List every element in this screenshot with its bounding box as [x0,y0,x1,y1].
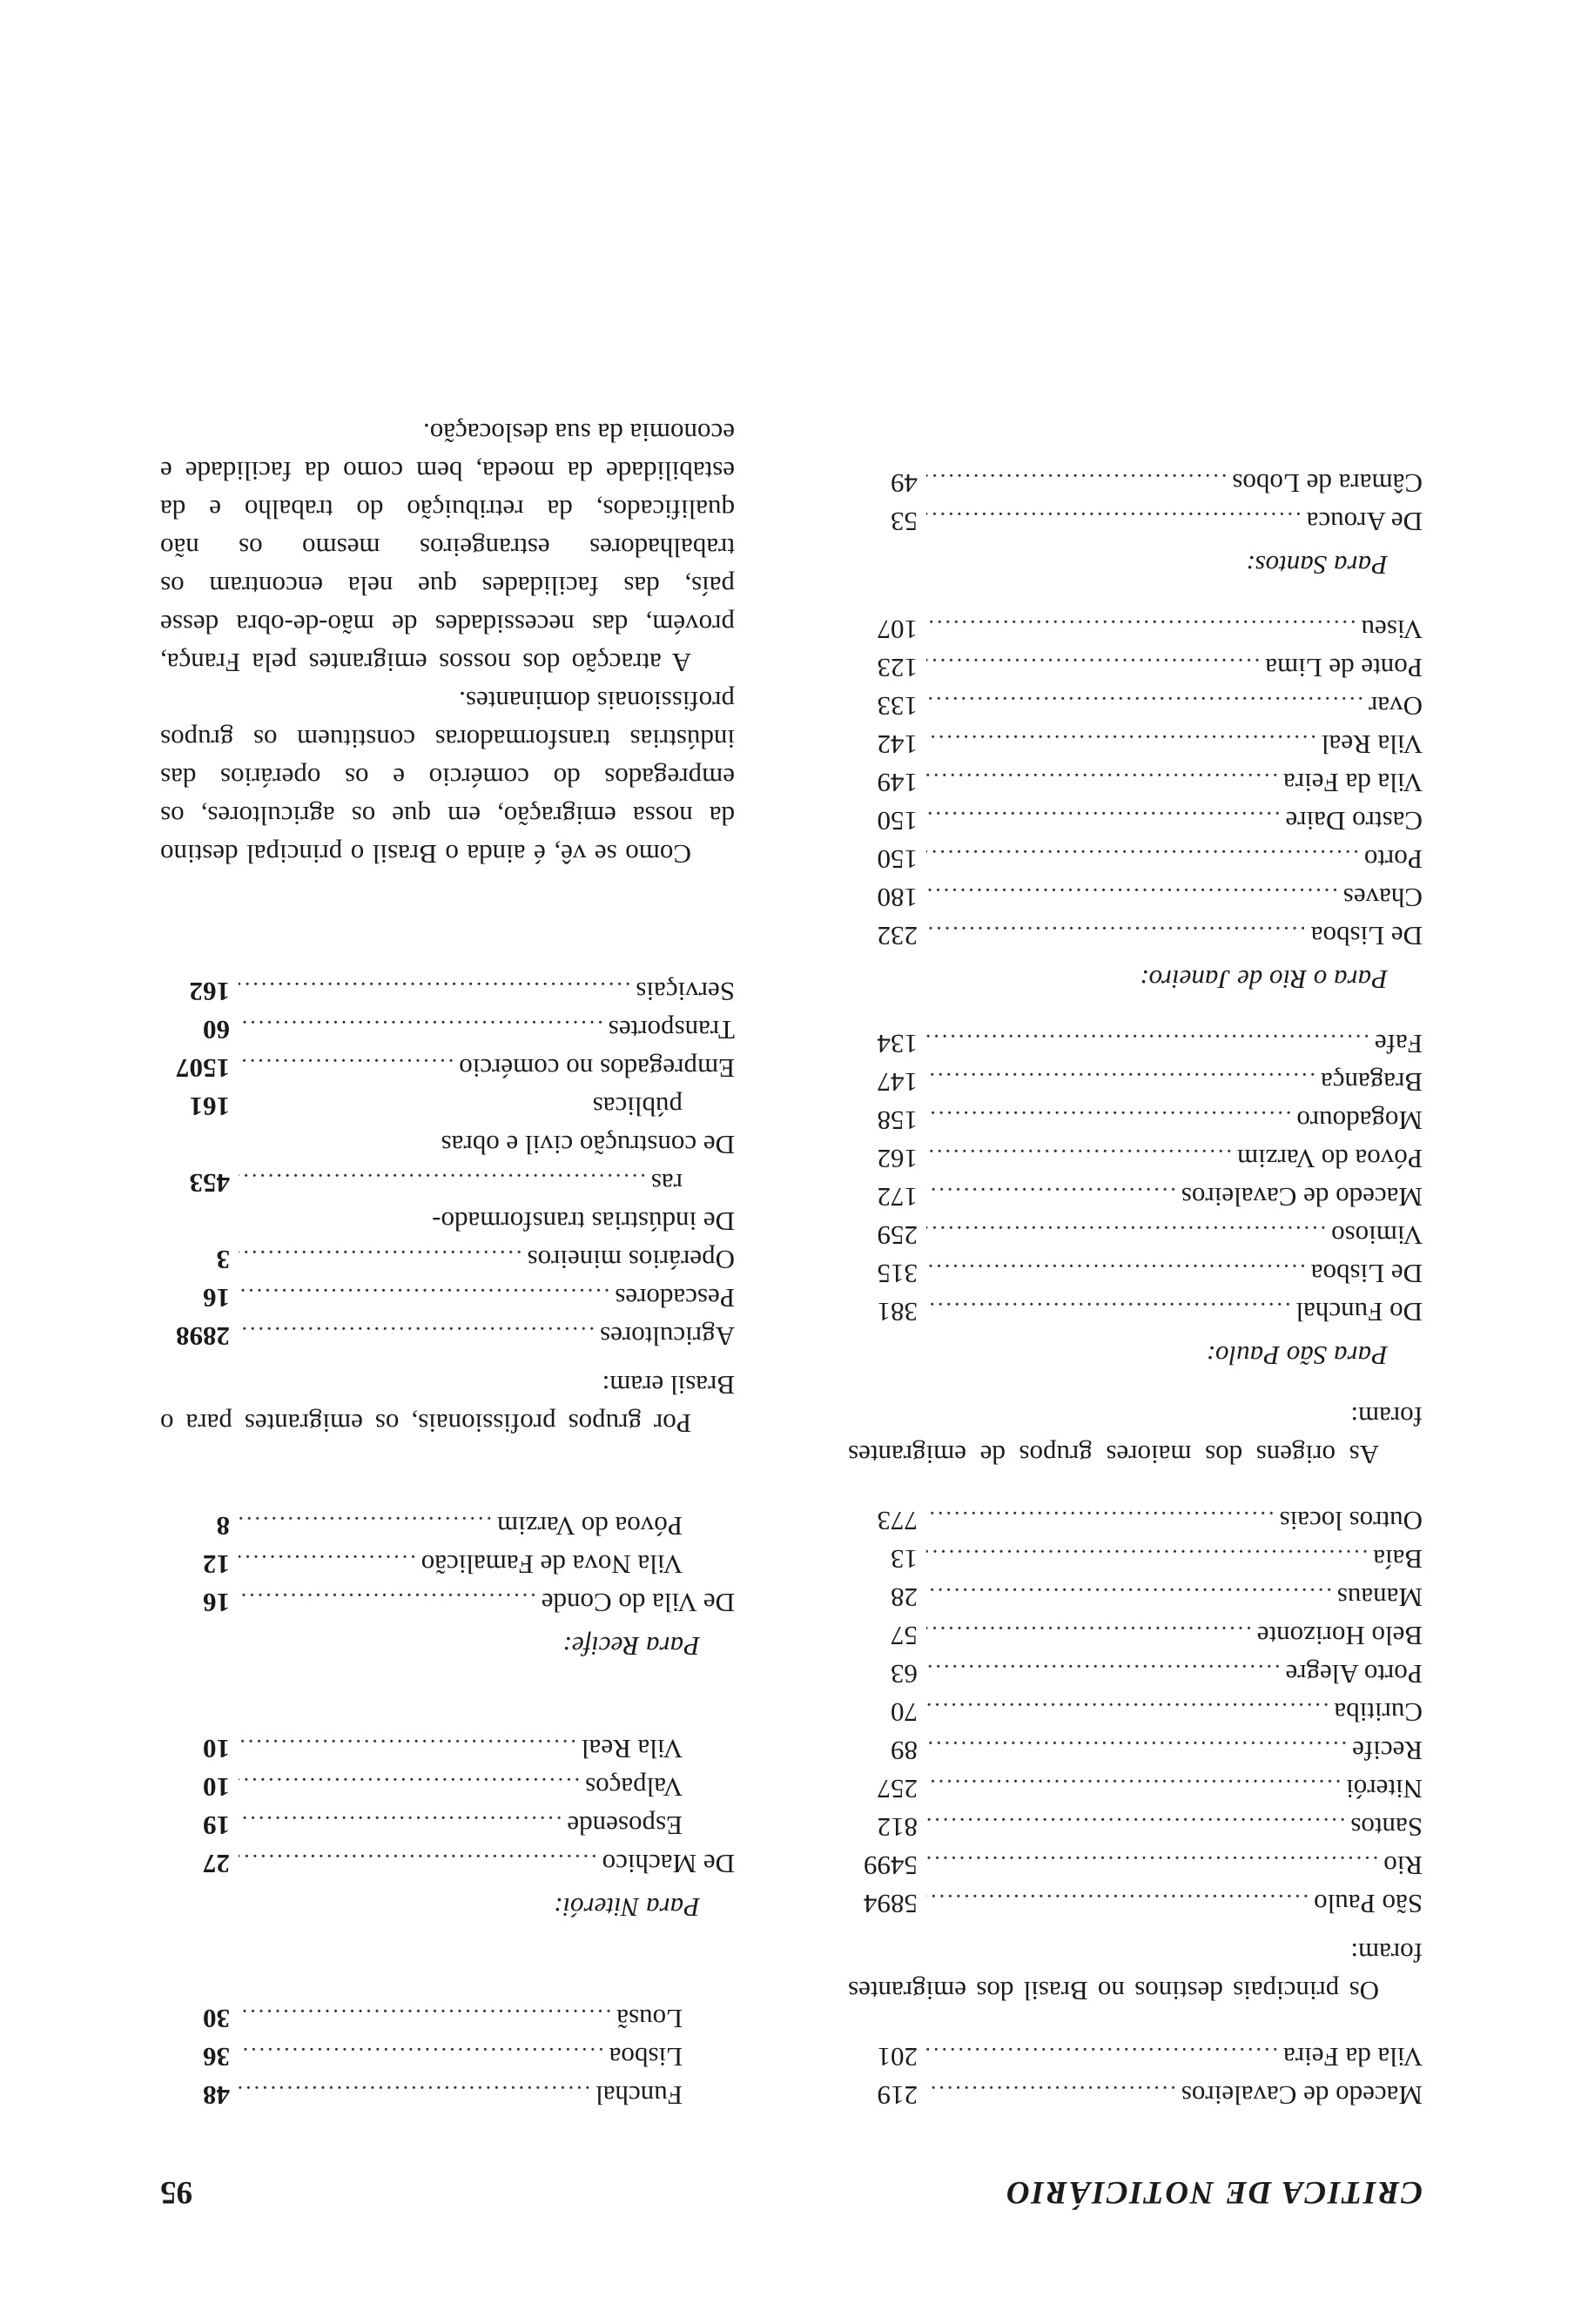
list-item: Operários mineiros ..... 3 [160,1237,735,1275]
list-item: De Lisboa ..... 232 [848,913,1423,951]
list-item: Recife ..... 89 [848,1728,1423,1766]
list-item: São Paulo ..... 5894 [848,1881,1423,1919]
list-item-wrap-line: De construção civil e obras [441,1130,735,1160]
list-item: De Arouca ..... 53 [848,499,1423,537]
list-item-wrap-line: De indústrias transformado- [432,1206,735,1237]
grupos-intro: Por grupos profissionais, os emigrantes para o Brasil eram: [160,1370,735,1439]
list-item: Porto ..... 150 [848,836,1423,875]
list-item: Mogadouro ..... 158 [848,1098,1423,1136]
list-item: Viseu ..... 107 [848,607,1423,645]
niteroi-list [160,1726,735,1879]
list-item: Lousã ..... 30 [160,1996,735,2034]
recife-list [160,1503,735,1618]
running-title: CRITICA DE NOTICIÁRIO [1005,2174,1423,2210]
list-item: Póvoa do Varzim ..... 8 [160,1503,735,1541]
list-item: De Machico ..... 27 [160,1841,735,1879]
list-item: Baía ..... 13 [848,1536,1423,1575]
list-item: Niterói ..... 257 [848,1766,1423,1804]
list-item: Porto Alegre ..... 63 [848,1651,1423,1689]
list-item: Valpaços ..... 10 [160,1764,735,1803]
page-header [160,2159,1423,2211]
list-item: Vila Nova de Famalicão ..... 12 [160,1541,735,1580]
list-item: Ovar ..... 133 [848,683,1423,722]
list-item: Vila da Feira ..... 149 [848,760,1423,798]
list-item: Vila Real ..... 142 [848,722,1423,760]
list-item: Vila da Feira ..... 201 [848,2034,1423,2072]
rio-list [848,607,1423,951]
list-item: Funchal ..... 48 [160,2072,735,2111]
list-item: Chaves ..... 180 [848,875,1423,913]
list-item: Serviçais ..... 162 [160,969,735,1007]
destinos-intro: Os principais destinos no Brasil dos emigrantes foram: [848,1938,1423,2006]
list-item: Póvoa do Varzim ..... 162 [848,1136,1423,1174]
section-heading-rio: Para o Rio de Janeiro: [1140,964,1388,995]
list-item: Vimioso ..... 259 [848,1212,1423,1251]
list-item: De Lisboa ..... 315 [848,1251,1423,1289]
list-item: Câmara de Lobos ..... 49 [848,460,1423,499]
grupos-list [160,969,735,1352]
section-heading-sao-paulo: Para São Paulo: [1206,1340,1388,1371]
list-item: Pescadores ..... 16 [160,1275,735,1313]
origens-intro: As origens dos maiores grupos de emigrantes foram: [848,1401,1423,1470]
list-item: Outros locais ..... 773 [848,1498,1423,1536]
list-item: Macedo de Cavaleiros ..... 172 [848,1174,1423,1212]
list-item: Rio ..... 5499 [848,1843,1423,1881]
santos-list [848,460,1423,537]
list-item: ras ..... 453 [160,1160,735,1199]
list-item: Do Funchal ..... 381 [848,1289,1423,1327]
body-paragraph: Como se vê, é ainda o Brasil o principal destino da nossa emigração, em que os agricultores, os empregados do comércio e os operários das indústrias transformadoras constituem os grupos profissionais dominantes. [160,686,735,870]
list-item: Bragança ..... 147 [848,1059,1423,1098]
section-heading-santos: Para Santos: [1246,550,1388,581]
list-item: Esposende ..... 19 [160,1803,735,1841]
list-item: Belo Horizonte ..... 57 [848,1613,1423,1651]
list-item: Transportes ..... 60 [160,1007,735,1045]
list-item: Santos ..... 812 [848,1804,1423,1843]
list-item: Curitiba ..... 70 [848,1689,1423,1728]
list-item: Agricultores ..... 2898 [160,1313,735,1352]
section-heading-niteroi: Para Niterói: [554,1892,700,1923]
body-paragraph: A atracção dos nossos emigrantes pela França, provém, das necessidades de mão-de-obra desse país, das facilidades que nela encontram os trabalhadores estrangeiros mesmo os não qualificados, da retribuição do trabalho e da estabilidade da moeda, bem como da facilidade e economia da sua deslocação. [160,418,735,678]
list-item: Vila Real ..... 10 [160,1726,735,1764]
list-item: Castro Daire ..... 150 [848,798,1423,836]
sao-paulo-list [848,1021,1423,1327]
page-number: 95 [160,2174,192,2210]
list-item: Macedo de Cavaleiros ..... 219 [848,2072,1423,2111]
destinos-list [848,1498,1423,1919]
section-heading-recife: Para Recife: [562,1631,700,1662]
list-item: públicas 161 [189,1091,683,1122]
top-list-right [160,1996,735,2111]
list-item: Ponte de Lima ..... 123 [848,645,1423,683]
left-column [848,440,1423,2111]
list-item: Manaus ..... 28 [848,1575,1423,1613]
top-list-left [848,2034,1423,2111]
list-item: Empregados no comércio ..... 1507 [160,1045,735,1084]
right-column [160,413,735,2111]
list-item: De Vila do Conde ..... 16 [160,1580,735,1618]
list-item: Fafe ..... 134 [848,1021,1423,1059]
list-item: Lisboa ..... 36 [160,2034,735,2072]
